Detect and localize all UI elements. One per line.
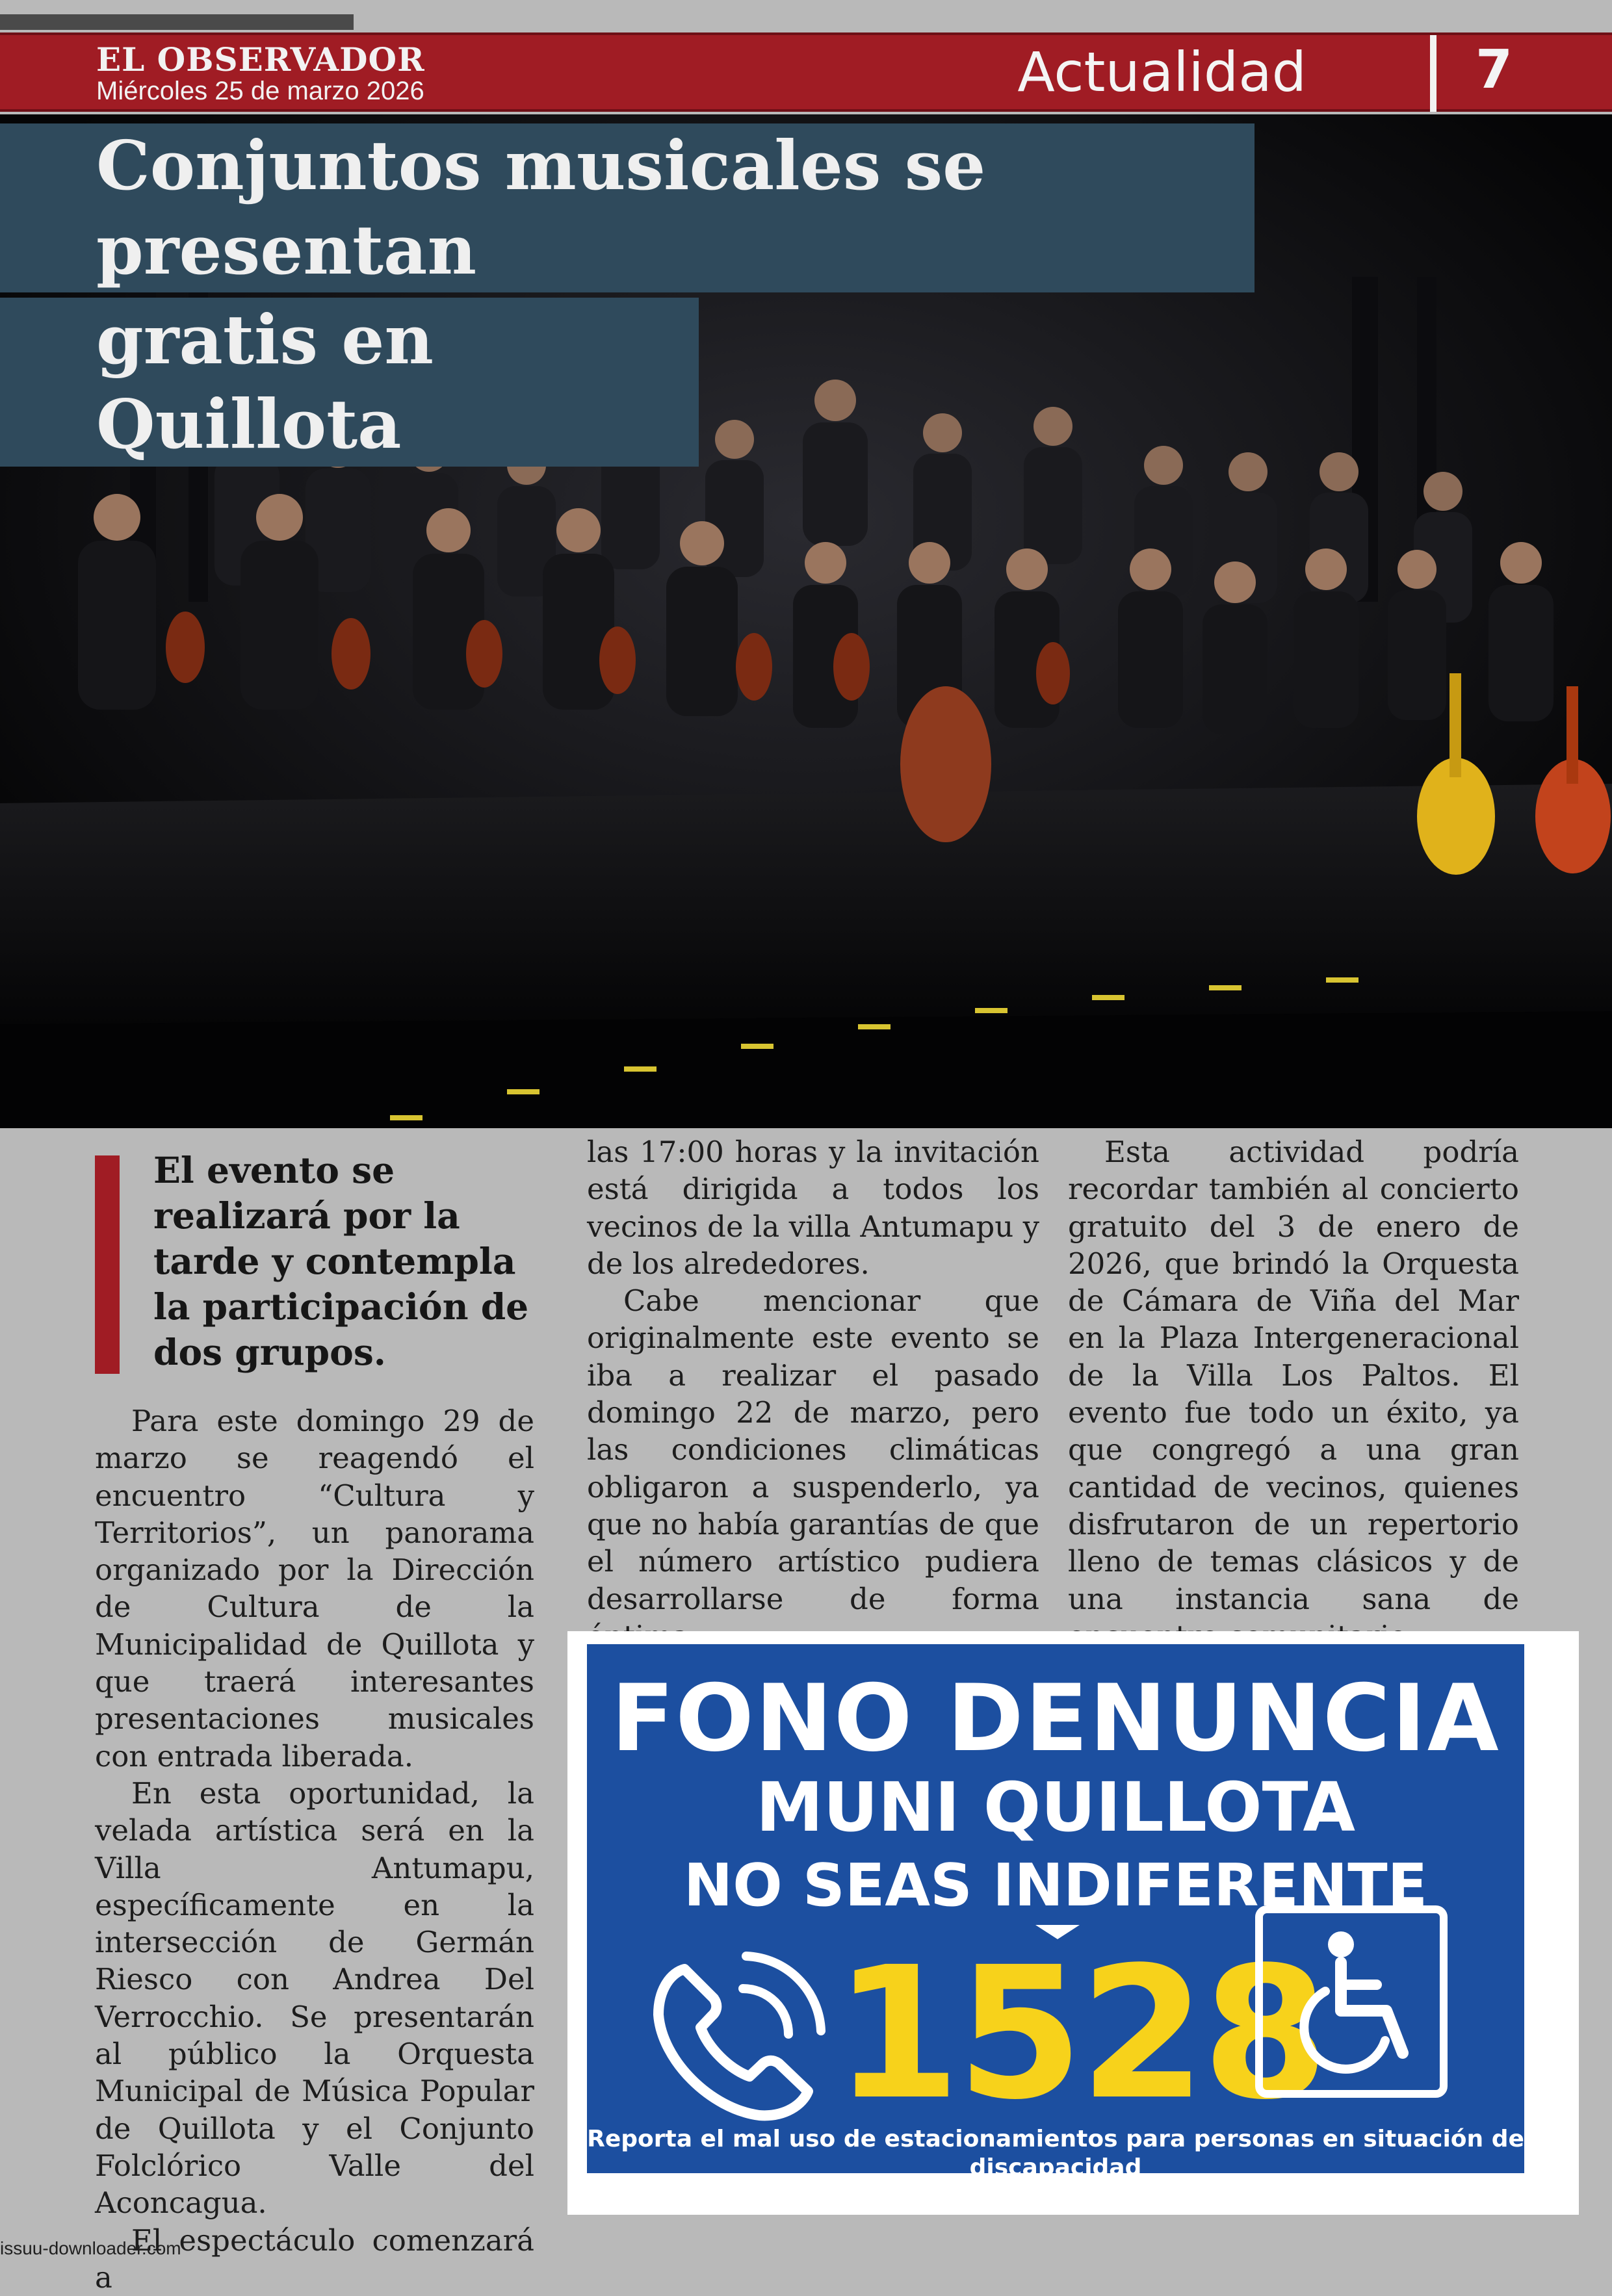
- ad-subtitle: MUNI QUILLOTA: [755, 1768, 1356, 1847]
- section-label: Actualidad: [1017, 40, 1306, 104]
- paragraph: Para este domingo 29 de marzo se reagendó el encuentro “Cultura y Territorios”, un panorama organizado por la Dirección de Cultura de la Municipalidad de Quillota y que traerá interesantes presentaciones musicales con entrada liberada.: [95, 1404, 534, 1774]
- ad-title: FONO DENUNCIA: [611, 1665, 1500, 1772]
- lead-photo: [0, 114, 1612, 1128]
- watermark: issuu-downloader.com: [0, 2238, 181, 2258]
- top-strip: [0, 14, 354, 30]
- newspaper-brand: EL OBSERVADOR: [96, 40, 425, 79]
- phone-number: 1528: [834, 1928, 1325, 2140]
- page-number: 7: [1476, 39, 1513, 101]
- pull-quote-bar: [95, 1155, 120, 1374]
- phone-icon: [639, 1943, 834, 2138]
- pull-quote: El evento se realizará por la tarde y contempla la participación de dos grupos.: [153, 1149, 529, 1373]
- headline-line-2: gratis en Quillota: [0, 298, 699, 467]
- article-column-2: [587, 1133, 1039, 1655]
- masthead: [0, 32, 1612, 112]
- ad-footer: Reporta el mal uso de estacionamientos para personas en situación de discapacidad: [587, 2126, 1524, 2181]
- paragraph: En esta oportunidad, la velada artística será en la Villa Antumapu, específicamente en la intersección de Germán Riesco con Andrea Del Verrocchio. Se presentarán al público la Orquesta Municipal de Música Popular de Quillota y el Conjunto Folclórico Valle del Aconcagua.: [95, 1775, 534, 2221]
- paragraph: El espectáculo comenzará a: [95, 2223, 534, 2295]
- paragraph: Cabe mencionar que originalmente este evento se iba a realizar el pasado domingo 22 de marzo, pero las condiciones climáticas obligaron a suspenderlo, ya que no había garantías de que el número artístico pudiera desarrollarse de forma: [587, 1283, 1039, 1616]
- masthead-divider: [1430, 35, 1436, 112]
- wheelchair-icon: [1255, 1905, 1448, 2098]
- paragraph: Esta actividad podría recordar también al concierto gratuito del 3 de enero de 2026, que brindó la Orquesta de Cámara de Viña del Mar en la Plaza Intergeneracional de la Villa Los Paltos. El evento fue todo un éxito, ya que congregó a una gran cantidad de vecinos, quienes disfrutaron de un repertorio lleno de temas clásicos y de una instancia sana de: [1068, 1135, 1519, 1616]
- paragraph: las 17:00 horas y la invitación está dirigida a todos los vecinos de la villa Antumapu y de los alrededores.: [587, 1135, 1039, 1281]
- headline: [0, 123, 1254, 472]
- advertisement-fono-denuncia: [587, 1644, 1524, 2181]
- publication-date: Miércoles 25 de marzo 2026: [96, 77, 424, 105]
- article-column-1: [95, 1402, 534, 2296]
- headline-line-1: Conjuntos musicales se presentan: [0, 123, 1254, 292]
- ad-slogan: NO SEAS INDIFERENTE: [683, 1851, 1428, 1920]
- article-column-3: [1068, 1133, 1519, 1655]
